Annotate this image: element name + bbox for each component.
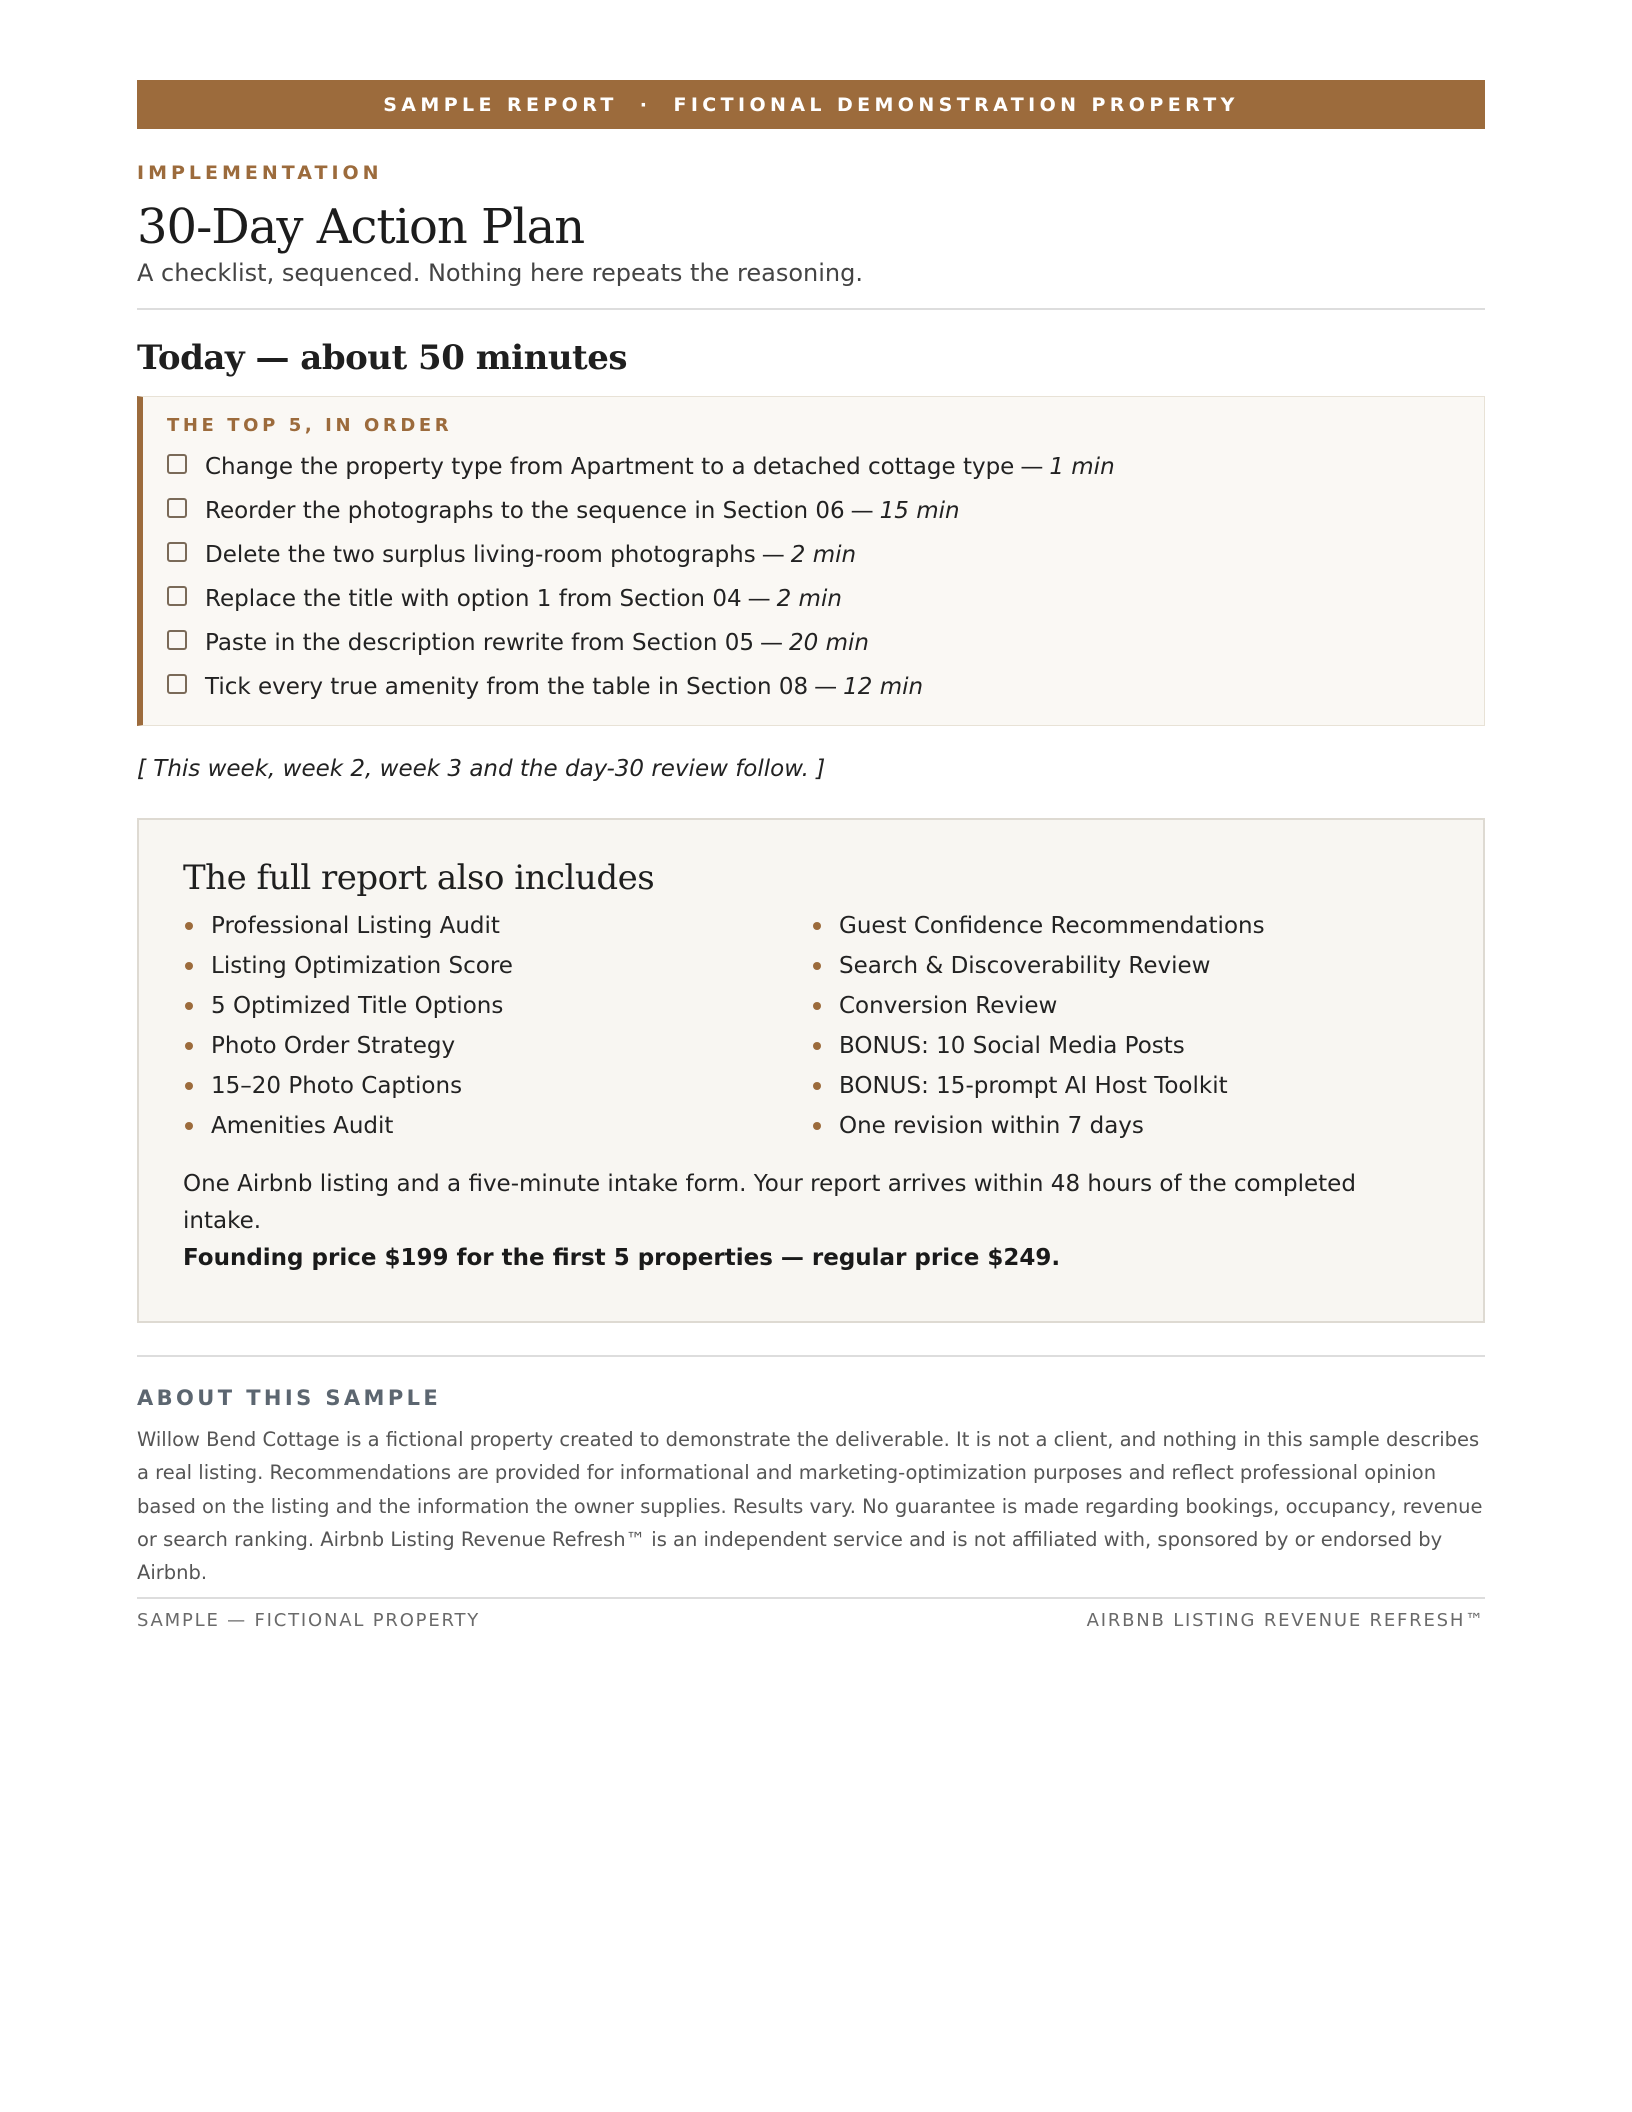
checkbox[interactable]	[167, 454, 187, 474]
list-item-label: 15–20 Photo Captions	[211, 1073, 463, 1099]
bullet-icon	[813, 1042, 821, 1050]
checkbox[interactable]	[167, 586, 187, 606]
checklist-item	[167, 577, 1460, 621]
today-heading: Today — about 50 minutes	[137, 338, 628, 378]
list-item-label: BONUS: 10 Social Media Posts	[839, 1033, 1185, 1059]
checklist-item-text: Paste in the description rewrite from Section 05	[205, 630, 755, 656]
sample-banner	[137, 80, 1485, 129]
includes-list-right	[811, 906, 1439, 1146]
list-item-label: One revision within 7 days	[839, 1113, 1144, 1139]
page-title: 30-Day Action Plan	[137, 199, 585, 255]
checklist-item	[167, 665, 1460, 709]
top5-label: THE TOP 5, IN ORDER	[167, 415, 453, 436]
bullet-icon	[185, 1042, 193, 1050]
list-item-label: Guest Confidence Recommendations	[839, 913, 1265, 939]
report-includes-box	[137, 818, 1485, 1323]
list-item	[811, 946, 1439, 986]
report-page	[137, 80, 1485, 1633]
divider	[137, 308, 1485, 310]
price-statement: Founding price $199 for the first 5 properties — regular price $249.	[183, 1245, 1061, 1271]
bullet-icon	[185, 962, 193, 970]
section-eyebrow: IMPLEMENTATION	[137, 162, 383, 184]
bullet-icon	[813, 1082, 821, 1090]
separator: —	[814, 674, 838, 700]
page-footer	[137, 1609, 1485, 1633]
offer-description: One Airbnb listing and a five-minute intake form. Your report arrives within 48 hours of the completed intake.	[183, 1171, 1356, 1234]
checklist-item-time: 1 min	[1049, 454, 1115, 480]
separator: —	[1020, 454, 1044, 480]
checklist-item-text: Tick every true amenity from the table in Section 08	[205, 674, 809, 700]
page-subtitle: A checklist, sequenced. Nothing here repeats the reasoning.	[137, 259, 863, 287]
checklist-item-time: 12 min	[843, 674, 924, 700]
checkbox[interactable]	[167, 674, 187, 694]
checklist-item-text: Replace the title with option 1 from Section 04	[205, 586, 742, 612]
bullet-icon	[813, 962, 821, 970]
list-item	[811, 906, 1439, 946]
checkbox[interactable]	[167, 542, 187, 562]
list-item	[183, 1066, 811, 1106]
checklist-item	[167, 621, 1460, 665]
checklist-item-time: 20 min	[789, 630, 869, 656]
list-item-label: BONUS: 15-prompt AI Host Toolkit	[839, 1073, 1228, 1099]
divider	[137, 1597, 1485, 1599]
about-heading: ABOUT THIS SAMPLE	[137, 1386, 442, 1410]
list-item-label: 5 Optimized Title Options	[211, 993, 504, 1019]
list-item-label: Amenities Audit	[211, 1113, 394, 1139]
includes-heading: The full report also includes	[183, 858, 655, 898]
includes-list-left	[183, 906, 811, 1146]
separator: —	[761, 542, 785, 568]
bullet-icon	[185, 1122, 193, 1130]
checklist-item-time: 2 min	[776, 586, 842, 612]
bullet-icon	[813, 1122, 821, 1130]
checklist-item-time: 15 min	[879, 498, 960, 524]
list-item-label: Professional Listing Audit	[211, 913, 500, 939]
bullet-icon	[185, 922, 193, 930]
checklist-item-time: 2 min	[790, 542, 857, 568]
separator: —	[850, 498, 874, 524]
list-item	[811, 1106, 1439, 1146]
footer-right: AIRBNB LISTING REVENUE REFRESH™	[1086, 1610, 1485, 1632]
checkbox[interactable]	[167, 498, 187, 518]
checklist-item	[167, 533, 1460, 577]
divider	[137, 1355, 1485, 1357]
bullet-icon	[185, 1082, 193, 1090]
list-item	[811, 986, 1439, 1026]
list-item-label: Search & Discoverability Review	[839, 953, 1211, 979]
footer-left: SAMPLE — FICTIONAL PROPERTY	[137, 1610, 481, 1632]
list-item-label: Photo Order Strategy	[211, 1033, 456, 1059]
list-item	[183, 986, 811, 1026]
separator: —	[747, 586, 771, 612]
checklist-item-text: Reorder the photographs to the sequence in Section 06	[205, 498, 845, 524]
bullet-icon	[813, 922, 821, 930]
list-item	[811, 1066, 1439, 1106]
checklist-item-text: Delete the two surplus living-room photographs	[205, 542, 756, 568]
list-item-label: Conversion Review	[839, 993, 1058, 1019]
list-item	[183, 906, 811, 946]
checklist-item-text: Change the property type from Apartment to a detached cottage type	[205, 454, 1015, 480]
bullet-icon	[813, 1002, 821, 1010]
list-item	[183, 1106, 811, 1146]
about-disclaimer: Willow Bend Cottage is a fictional property created to demonstrate the deliverable. It is not a client, and nothing in this sample describes a real listing. Recommendations are provided for informational and marketing-optimization purposes and reflect professional opinion based on the listing and the information the owner supplies. Results vary. No guarantee is made regarding bookings, occupancy, revenue or search ranking. Airbnb Listing Revenue Refresh™ is an independent service and is not affiliated with, sponsored by or endorsed by Airbnb.	[137, 1428, 1483, 1585]
follow-up-note: [ This week, week 2, week 3 and the day-30 review follow. ]	[137, 756, 826, 782]
bullet-icon	[185, 1002, 193, 1010]
banner-text: SAMPLE REPORT · FICTIONAL DEMONSTRATION PROPERTY	[383, 93, 1239, 116]
list-item	[183, 946, 811, 986]
list-item-label: Listing Optimization Score	[211, 953, 513, 979]
checklist-item	[167, 445, 1460, 489]
today-checklist	[167, 445, 1460, 709]
includes-columns	[183, 906, 1439, 1146]
separator: —	[760, 630, 784, 656]
list-item	[811, 1026, 1439, 1066]
checkbox[interactable]	[167, 630, 187, 650]
list-item	[183, 1026, 811, 1066]
top5-checklist-box	[137, 396, 1485, 726]
checklist-item	[167, 489, 1460, 533]
